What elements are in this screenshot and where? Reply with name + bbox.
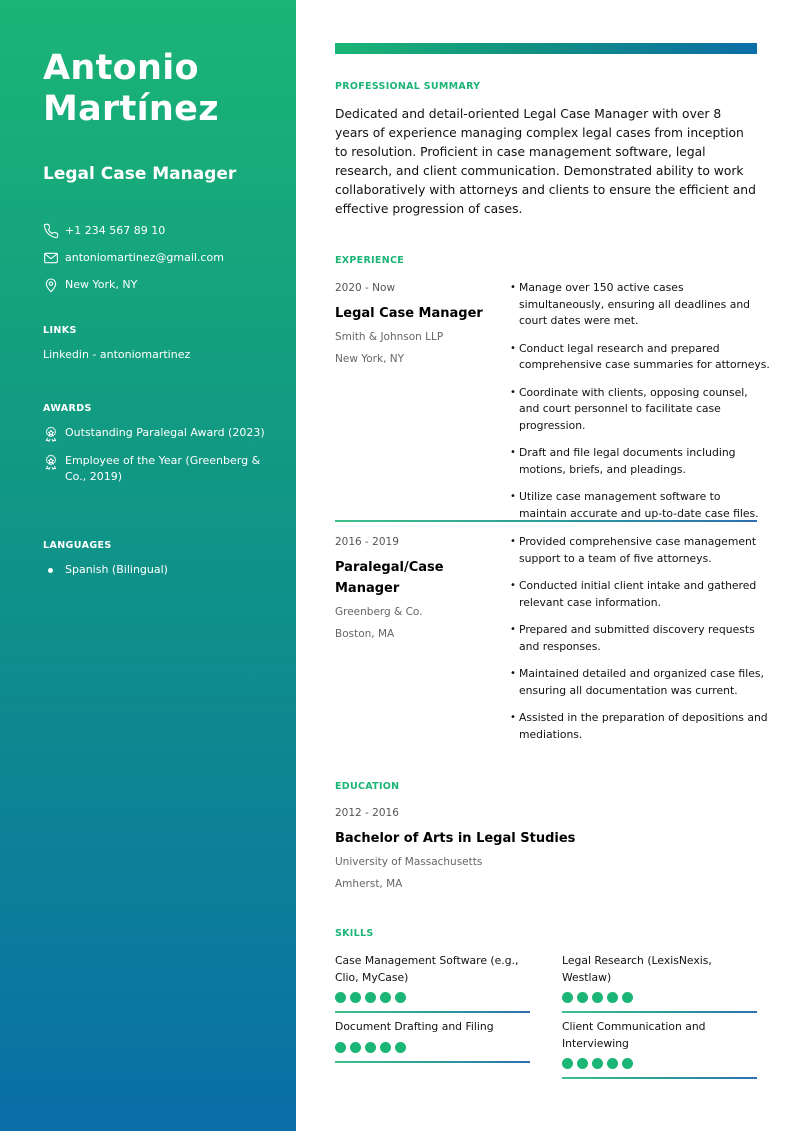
bullet-item — [510, 445, 770, 478]
bullet-dot-icon: • — [510, 536, 516, 547]
bullet-text: Prepared and submitted discovery requests and responses. — [519, 623, 755, 653]
contact-info — [43, 217, 224, 298]
skill-rating — [335, 992, 530, 1003]
bullet-dot-icon: • — [510, 491, 516, 502]
bullet-dot-icon: • — [510, 282, 516, 293]
award-badge-icon — [43, 454, 59, 470]
contact-location — [43, 271, 224, 298]
skill-name: Legal Research (LexisNexis, Westlaw) — [562, 954, 712, 984]
mail-icon — [43, 250, 59, 266]
bullet-item — [510, 534, 770, 567]
bullet-text: Conduct legal research and prepared comprehensive case summaries for attorneys. — [519, 341, 770, 371]
rating-dot-icon — [607, 1058, 618, 1069]
rating-dot-icon — [350, 1042, 361, 1053]
bullet-item — [510, 578, 770, 611]
education-entry — [335, 805, 575, 898]
bullet-dot-icon: • — [510, 624, 516, 635]
skill-name: Client Communication and Interviewing — [562, 1020, 706, 1050]
rating-dot-icon — [395, 992, 406, 1003]
languages-heading: LANGUAGES — [43, 540, 112, 551]
rating-dot-icon — [622, 992, 633, 1003]
summary-text: Dedicated and detail-oriented Legal Case Manager with over 8 years of experience managing complex legal cases from inception to resolution. Proficient in case management software, legal research, and client communication. Demonstrated ability to work collaboratively with attorneys and clients to ensure the efficient and effective progression of cases. — [335, 107, 756, 216]
rating-dot-icon — [607, 992, 618, 1003]
bullet-dot-icon: • — [510, 668, 516, 679]
header-gradient-bar — [335, 43, 757, 54]
bullet-text: Utilize case management software to maintain accurate and up-to-date case files. — [519, 490, 759, 520]
bullet-text: Manage over 150 active cases simultaneously, ensuring all deadlines and court dates were met. — [519, 281, 751, 327]
location-pin-icon — [43, 277, 59, 293]
rating-dot-icon — [365, 992, 376, 1003]
rating-dot-icon — [365, 1042, 376, 1053]
education-school: University of Massachusetts — [335, 856, 483, 868]
job-location: Boston, MA — [335, 628, 395, 640]
contact-email[interactable] — [43, 244, 224, 271]
rating-dot-icon — [577, 992, 588, 1003]
rating-dot-icon — [335, 1042, 346, 1053]
phone-icon — [43, 223, 59, 239]
award-item — [43, 425, 273, 442]
rating-dot-icon — [562, 1058, 573, 1069]
bullet-text: Maintained detailed and organized case files, ensuring all documentation was current. — [519, 667, 764, 697]
skill-divider — [562, 1011, 757, 1013]
rating-dot-icon — [577, 1058, 588, 1069]
education-location: Amherst, MA — [335, 878, 403, 890]
bullet-dot-icon: • — [510, 342, 516, 354]
bullet-item — [510, 622, 770, 655]
sidebar — [0, 0, 296, 1131]
bullet-item — [510, 489, 770, 522]
skill-item — [335, 953, 530, 1013]
job-company: Smith & Johnson LLP — [335, 331, 444, 343]
bullet-dot-icon — [48, 568, 53, 573]
name-first: Antonio — [43, 48, 199, 88]
skill-item — [562, 953, 757, 1013]
email-text: antoniomartinez@gmail.com — [65, 251, 224, 264]
education-dates: 2012 - 2016 — [335, 807, 399, 819]
skill-rating — [335, 1042, 530, 1053]
languages-section — [43, 540, 273, 578]
job-title: Paralegal/Case Manager — [335, 560, 444, 596]
job-role: Legal Case Manager — [43, 164, 237, 184]
linkedin-link[interactable]: Linkedin - antoniomartinez — [43, 348, 191, 361]
skill-rating — [562, 992, 757, 1003]
rating-dot-icon — [622, 1058, 633, 1069]
skills-heading: SKILLS — [335, 928, 374, 939]
location-text: New York, NY — [65, 278, 138, 291]
education-degree: Bachelor of Arts in Legal Studies — [335, 831, 576, 846]
bullet-item — [510, 710, 770, 743]
links-heading: LINKS — [43, 325, 77, 336]
skill-name: Document Drafting and Filing — [335, 1020, 494, 1033]
education-heading: EDUCATION — [335, 781, 400, 792]
skill-divider — [562, 1077, 757, 1079]
award-text: Employee of the Year (Greenberg & Co., 2019) — [65, 454, 261, 483]
job-location: New York, NY — [335, 353, 405, 365]
rating-dot-icon — [350, 992, 361, 1003]
phone-text: +1 234 567 89 10 — [65, 224, 166, 237]
rating-dot-icon — [592, 992, 603, 1003]
bullet-text: Draft and file legal documents including motions, briefs, and pleadings. — [519, 446, 736, 476]
rating-dot-icon — [380, 992, 391, 1003]
bullet-item — [510, 341, 770, 374]
rating-dot-icon — [395, 1042, 406, 1053]
rating-dot-icon — [380, 1042, 391, 1053]
award-text: Outstanding Paralegal Award (2023) — [65, 426, 265, 439]
skill-item — [335, 1019, 530, 1063]
skill-name: Case Management Software (e.g., Clio, MyCase) — [335, 954, 519, 984]
skill-item — [562, 1019, 757, 1079]
links-section — [43, 325, 273, 363]
job-title: Legal Case Manager — [335, 306, 483, 321]
skill-divider — [335, 1011, 530, 1013]
skill-divider — [335, 1061, 530, 1063]
job-dates: 2020 - Now — [335, 282, 396, 294]
summary-heading: PROFESSIONAL SUMMARY — [335, 81, 481, 92]
skill-rating — [562, 1058, 757, 1069]
bullet-dot-icon: • — [510, 386, 516, 398]
bullet-dot-icon: • — [510, 712, 516, 723]
experience-heading: EXPERIENCE — [335, 255, 405, 266]
rating-dot-icon — [335, 992, 346, 1003]
contact-phone[interactable] — [43, 217, 224, 244]
job-company: Greenberg & Co. — [335, 606, 423, 618]
job-dates: 2016 - 2019 — [335, 536, 399, 548]
bullet-text: Coordinate with clients, opposing counsel, and court personnel to facilitate case progression. — [519, 385, 748, 432]
bullet-dot-icon: • — [510, 580, 516, 591]
rating-dot-icon — [562, 992, 573, 1003]
language-item — [43, 562, 273, 578]
awards-heading: AWARDS — [43, 403, 92, 414]
award-item — [43, 453, 273, 485]
bullet-dot-icon: • — [510, 447, 516, 458]
experience-divider — [335, 520, 757, 522]
bullet-item — [510, 280, 770, 330]
award-badge-icon — [43, 426, 59, 442]
bullet-text: Assisted in the preparation of depositions and mediations. — [519, 711, 768, 741]
bullet-item — [510, 666, 770, 699]
job-bullets — [510, 534, 770, 754]
bullet-item — [510, 385, 770, 435]
candidate-name — [43, 48, 283, 130]
job-info — [335, 534, 495, 648]
job-bullets — [510, 280, 770, 533]
rating-dot-icon — [592, 1058, 603, 1069]
bullet-text: Provided comprehensive case management support to a team of five attorneys. — [519, 535, 757, 565]
awards-section — [43, 403, 273, 496]
name-last: Martínez — [43, 89, 219, 129]
language-text: Spanish (Bilingual) — [65, 563, 168, 576]
job-info — [335, 280, 495, 373]
bullet-text: Conducted initial client intake and gathered relevant case information. — [519, 579, 757, 609]
